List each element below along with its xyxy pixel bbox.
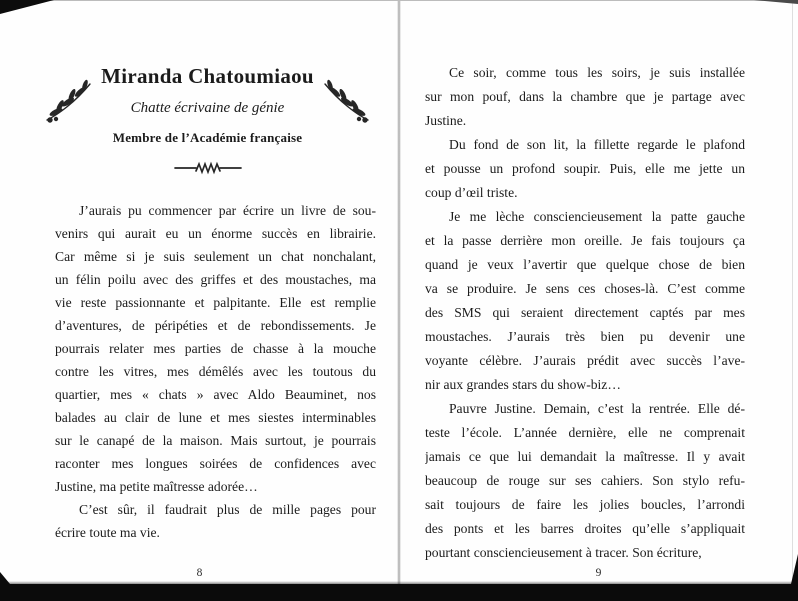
text-line: nir aux grandes stars du show-biz… (425, 377, 621, 392)
text-line: va se produire. Je sens ces choses-là. C’est comme (425, 281, 745, 296)
page-right (399, 0, 798, 584)
page-gutter-shadow (397, 0, 401, 584)
text-line: Car même si je suis seulement un chat nonchalant, (55, 249, 376, 264)
paragraph (55, 498, 376, 544)
text-line: sur le canapé de la maison. Mais surtout, je pourrais (55, 433, 376, 448)
text-line: voyante célèbre. J’aurais prédit avec succès l’ave- (425, 353, 745, 368)
text-line: et pousse un profond soupir. Puis, elle me jette un (425, 161, 745, 176)
text-line: pourtant consciencieusement à tracer. Son écriture, (425, 545, 702, 560)
page-body (55, 199, 376, 544)
screen-top-edge (0, 0, 798, 1)
scan-bottom-band (0, 584, 798, 601)
chapter-affiliation: Membre de l’Académie française (112, 130, 303, 145)
text-line: Justine. (425, 113, 467, 128)
text-line: écrire toute ma vie. (55, 525, 160, 540)
text-line: Justine, ma petite maîtresse adorée… (55, 479, 258, 494)
text-line: Ce soir, comme tous les soirs, je suis installée (449, 65, 745, 80)
text-line: vie reste passionnante et palpitante. Elle est remplie (55, 295, 376, 310)
text-line: pourrais relater mes parties de chasse à la mouche (55, 341, 376, 356)
page-edge-line (792, 0, 793, 584)
paragraph (425, 133, 745, 205)
page-body (425, 61, 745, 565)
chapter-subtitle: Chatte écrivaine de génie (130, 100, 285, 116)
text-line: contre les vitres, mes démêlés avec les toutous du (55, 364, 376, 379)
text-line: des ponts et les barres droites qu’elle s’appliquait (425, 521, 745, 536)
paragraph (425, 397, 745, 565)
paragraph (55, 199, 376, 498)
text-line: raconter mes longues soirées de confidences avec (55, 456, 376, 471)
olive-branch-icon (43, 78, 95, 131)
text-line: et la passe derrière mon oreille. Je fais toujours ça (425, 233, 745, 248)
text-line: Pauvre Justine. Demain, c’est la rentrée. Elle dé- (449, 401, 745, 416)
page-number-left: 8 (196, 567, 203, 579)
text-line: beaucoup de rouge sur ses cahiers. Son stylo refu- (425, 473, 745, 488)
chapter-title: Miranda Chatoumiaou (101, 64, 314, 88)
text-line: coup d’œil triste. (425, 185, 518, 200)
text-line: des SMS qui seraient directement captés par mes (425, 305, 745, 320)
chapter-header (47, 64, 368, 181)
paragraph (425, 61, 745, 133)
text-line: C’est sûr, il faudrait plus de mille pages pour (79, 502, 376, 517)
page-left (0, 0, 399, 584)
squiggle-divider-icon (47, 160, 368, 181)
text-line: un félin poilu avec des griffes et des moustaches, ma (55, 272, 376, 287)
text-line: balades au clair de lune et mes siestes interminables (55, 410, 376, 425)
text-line: moustaches. J’aurais très bien pu devenir une (425, 329, 745, 344)
text-line: quand je veux l’avertir que quelque chose de bien (425, 257, 745, 272)
text-line: sur mon pouf, dans la chambre que je partage avec (425, 89, 745, 104)
page-number-right: 9 (595, 567, 602, 579)
text-line: jamais ce que lui demandait la maîtresse. Il y avait (425, 449, 745, 464)
text-line: quartier, mes « chats » avec Aldo Beauminet, nos (55, 387, 376, 402)
text-line: J’aurais pu commencer par écrire un livre de sou- (79, 203, 376, 218)
text-line: sait toujours de faire les jolies boucles, l’arrondi (425, 497, 745, 512)
text-line: teste l’école. L’année dernière, elle ne comprenait (425, 425, 745, 440)
text-line: Je me lèche consciencieusement la patte gauche (449, 209, 745, 224)
text-line: venirs qui aurait eu un énorme succès en librairie. (55, 226, 376, 241)
paragraph (425, 205, 745, 397)
olive-branch-icon (320, 78, 372, 131)
text-line: Du fond de son lit, la fillette regarde le plafond (449, 137, 745, 152)
text-line: d’aventures, de péripéties et de rebondissements. Je (55, 318, 376, 333)
